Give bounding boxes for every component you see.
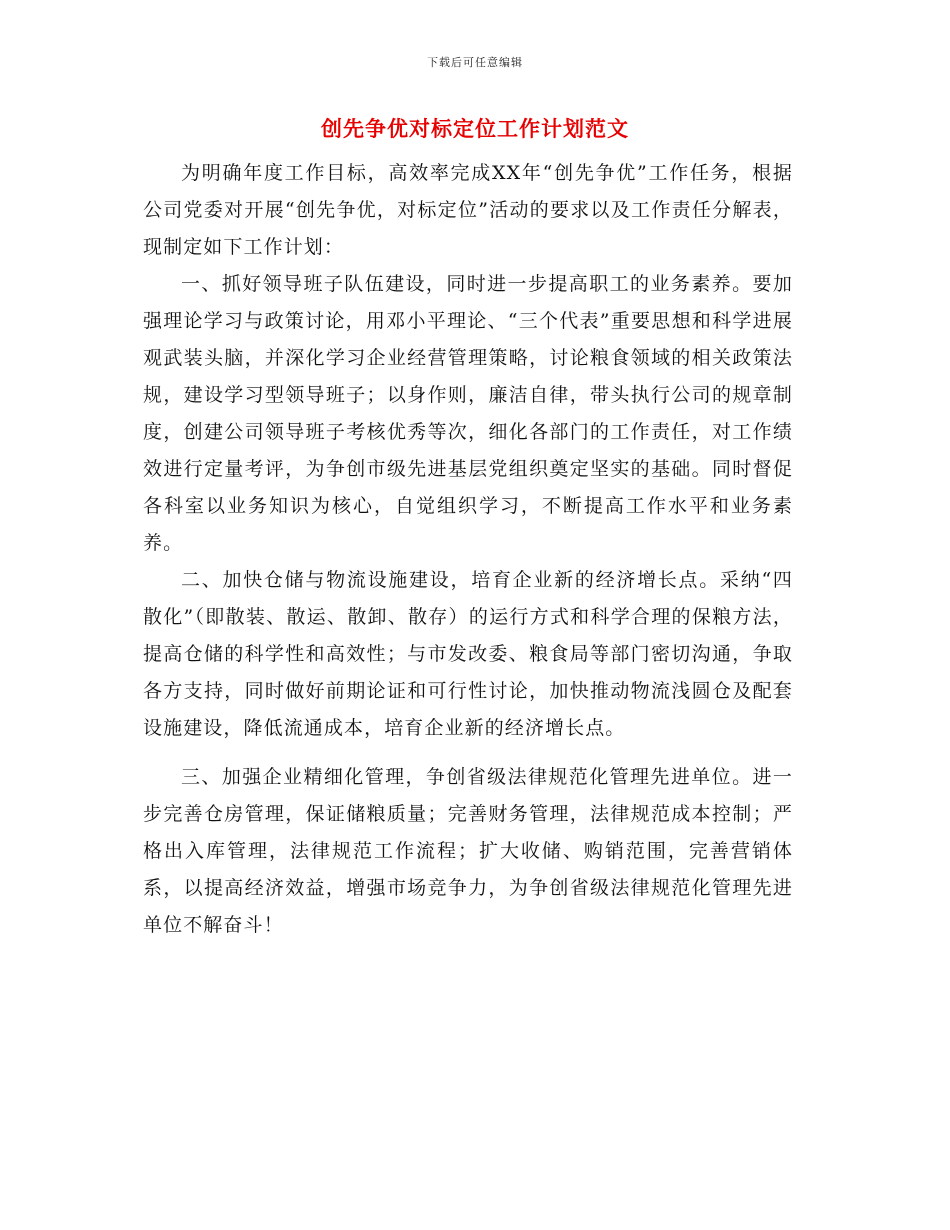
paragraph-section-3: 三、加强企业精细化管理，争创省级法律规范化管理先进单位。进一步完善仓房管理，保证储粮质量；完善财务管理，法律规范成本控制；严格出入库管理，法律规范工作流程；扩大收储、购销范围，完善营销体系，以提高经济效益，增强市场竞争力，为争创省级法律规范化管理先进单位不解奋斗！ bbox=[143, 766, 793, 936]
paragraph-intro: 为明确年度工作目标，高效率完成XX年“创先争优”工作任务，根据公司党委对开展“创先争优，对标定位”活动的要求以及工作责任分解表，现制定如下工作计划： bbox=[143, 162, 793, 258]
paragraph-section-1: 一、抓好领导班子队伍建设，同时进一步提高职工的业务素养。要加强理论学习与政策讨论，用邓小平理论、“三个代表”重要思想和科学进展观武装头脑，并深化学习企业经营管理策略，讨论粮食领域的相关政策法规，建设学习型领导班子；以身作则，廉洁自律，带头执行公司的规章制度，创建公司领导班子考核优秀等次，细化各部门的工作责任，对工作绩效进行定量考评，为争创市级先进基层党组织奠定坚实的基础。同时督促各科室以业务知识为核心，自觉组织学习，不断提高工作水平和业务素养。 bbox=[143, 273, 793, 554]
document-title: 创先争优对标定位工作计划范文 bbox=[321, 116, 629, 141]
paragraph-section-2: 二、加快仓储与物流设施建设，培育企业新的经济增长点。采纳“四散化”（即散装、散运、散卸、散存）的运行方式和科学合理的保粮方法，提高仓储的科学性和高效性；与市发改委、粮食局等部门密切沟通，争取各方支持，同时做好前期论证和可行性讨论，加快推动物流浅圆仓及配套设施建设，降低流通成本，培育企业新的经济增长点。 bbox=[143, 569, 793, 739]
header-note: 下载后可任意编辑 bbox=[427, 56, 523, 69]
document-body bbox=[143, 155, 793, 944]
